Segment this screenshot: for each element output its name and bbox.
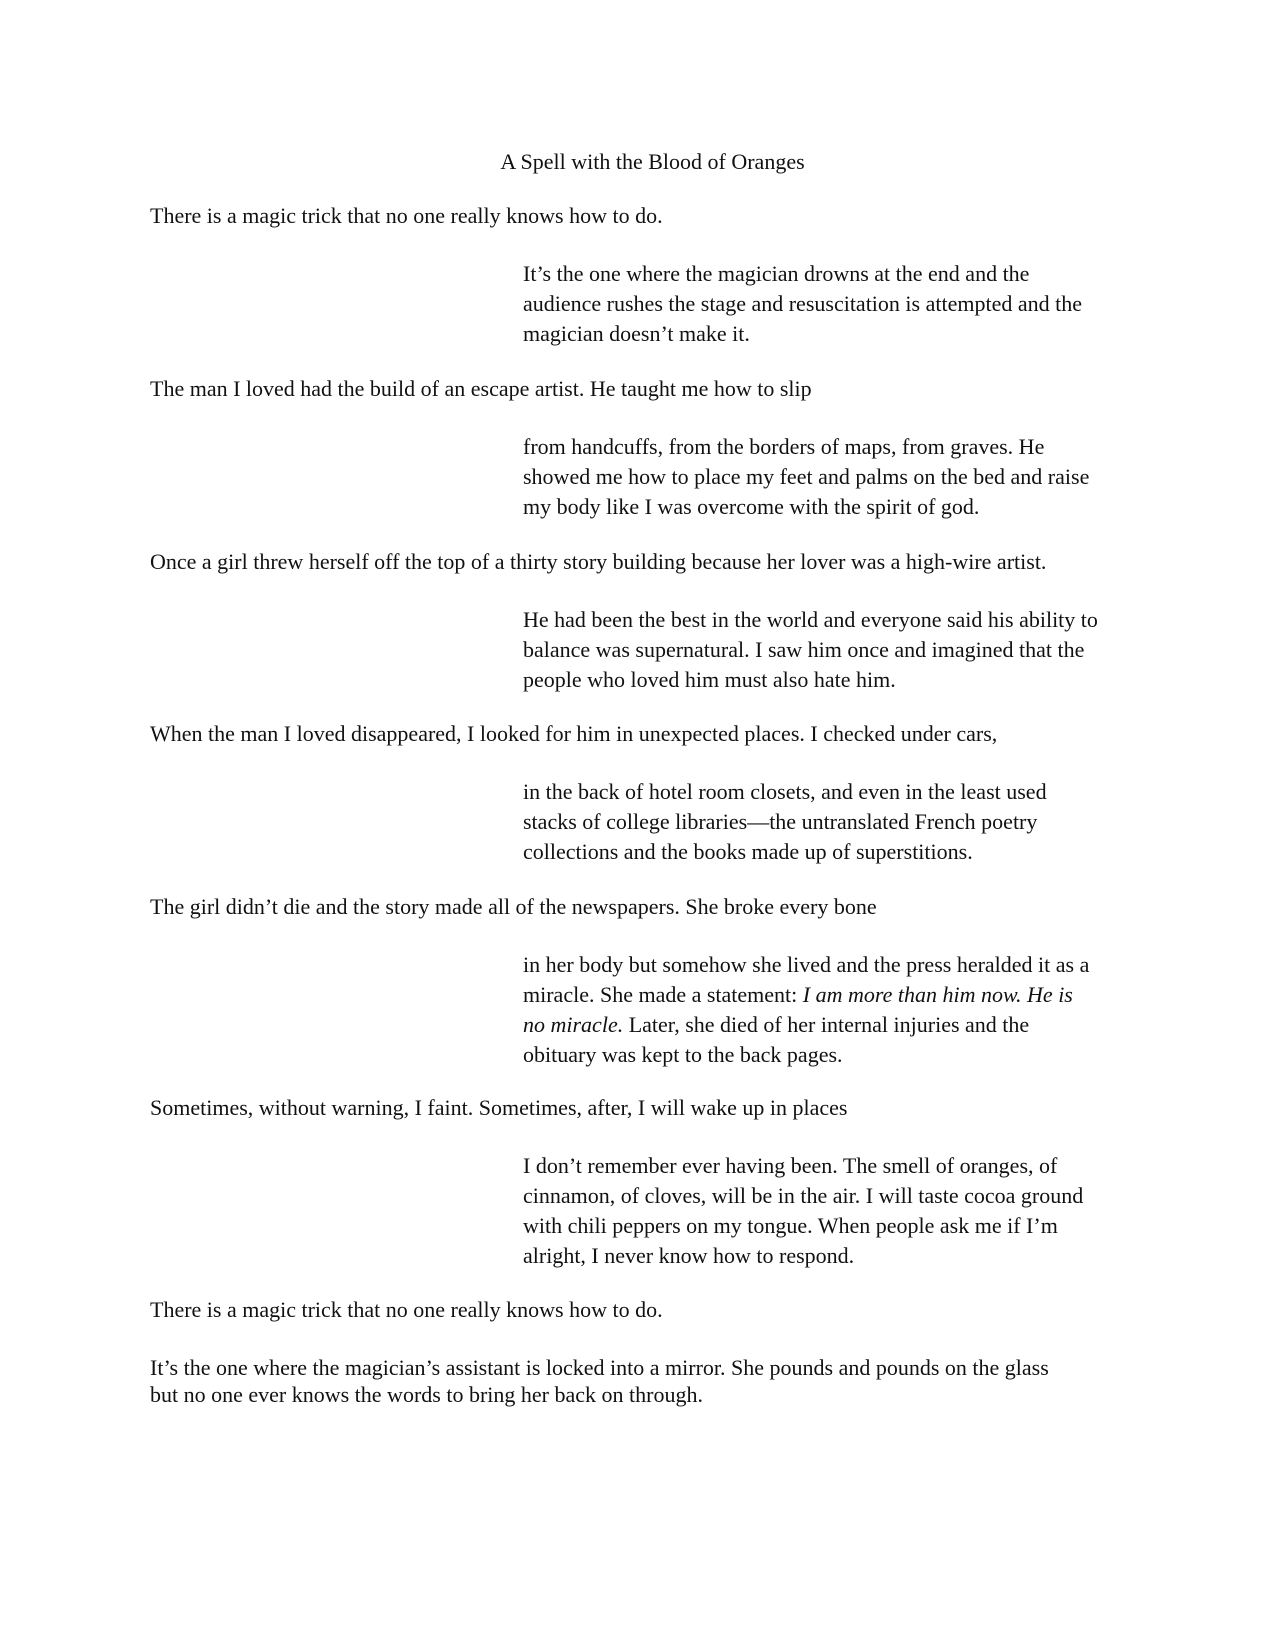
stanza-6-indent-line: alright, I never know how to respond.: [523, 1243, 855, 1268]
stanza-5-indent-line: in her body but somehow she lived and the press heralded it as a: [523, 952, 1090, 977]
stanza-2-indent: [523, 432, 1133, 522]
stanza-5-indent-line: [523, 980, 1133, 1010]
stanza-2-lead: The man I loved had the build of an escape artist. He taught me how to slip: [150, 376, 812, 401]
stanza-6-indent: [523, 1151, 1133, 1271]
closing-final: [150, 1354, 1110, 1408]
stanza-1-lead: There is a magic trick that no one really knows how to do.: [150, 203, 663, 228]
stanza-4-indent: [523, 777, 1133, 867]
stanza-5-indent-line: obituary was kept to the back pages.: [523, 1042, 843, 1067]
stanza-1-indent-line: magician doesn’t make it.: [523, 321, 750, 346]
stanza-4-lead: When the man I loved disappeared, I looked for him in unexpected places. I checked under cars,: [150, 721, 998, 746]
stanza-2-indent-line: from handcuffs, from the borders of maps, from graves. He: [523, 434, 1045, 459]
stanza-3-indent-line: balance was supernatural. I saw him once and imagined that the: [523, 637, 1085, 662]
stanza-4-indent-line: stacks of college libraries—the untranslated French poetry: [523, 809, 1038, 834]
stanza-1-indent-line: audience rushes the stage and resuscitation is attempted and the: [523, 291, 1082, 316]
poem-title: A Spell with the Blood of Oranges: [500, 149, 805, 174]
stanza-5-italic-quote: no miracle.: [523, 1012, 624, 1037]
stanza-5-text: Later, she died of her internal injuries and the: [623, 1012, 1030, 1037]
stanza-6-lead: Sometimes, without warning, I faint. Sometimes, after, I will wake up in places: [150, 1095, 848, 1120]
stanza-3-indent-line: people who loved him must also hate him.: [523, 667, 896, 692]
stanza-2-indent-line: my body like I was overcome with the spirit of god.: [523, 494, 980, 519]
stanza-4-indent-line: collections and the books made up of superstitions.: [523, 839, 973, 864]
stanza-3-indent-line: He had been the best in the world and everyone said his ability to: [523, 607, 1098, 632]
stanza-2-indent-line: showed me how to place my feet and palms on the bed and raise: [523, 464, 1090, 489]
closing-lead: There is a magic trick that no one really knows how to do.: [150, 1297, 663, 1322]
stanza-1-indent: [523, 259, 1133, 349]
stanza-5-text: miracle. She made a statement:: [523, 982, 803, 1007]
closing-final-line: It’s the one where the magician’s assistant is locked into a mirror. She pounds and pounds on the glass: [150, 1355, 1049, 1380]
stanza-6-indent-line: cinnamon, of cloves, will be in the air. I will taste cocoa ground: [523, 1183, 1084, 1208]
stanza-5-italic-quote: I am more than him now. He is: [802, 982, 1073, 1007]
closing-final-line: but no one ever knows the words to bring her back on through.: [150, 1382, 703, 1407]
stanza-1-indent-line: It’s the one where the magician drowns at the end and the: [523, 261, 1030, 286]
stanza-5-indent-line: [523, 1010, 1133, 1040]
stanza-6-indent-line: with chili peppers on my tongue. When people ask me if I’m: [523, 1213, 1058, 1238]
stanza-5-lead: The girl didn’t die and the story made all of the newspapers. She broke every bone: [150, 894, 877, 919]
stanza-6-indent-line: I don’t remember ever having been. The smell of oranges, of: [523, 1153, 1058, 1178]
stanza-3-lead: Once a girl threw herself off the top of a thirty story building because her lover was a high-wire artist.: [150, 549, 1047, 574]
stanza-4-indent-line: in the back of hotel room closets, and even in the least used: [523, 779, 1047, 804]
stanza-3-indent: [523, 605, 1133, 695]
stanza-5-indent: [523, 950, 1133, 1070]
